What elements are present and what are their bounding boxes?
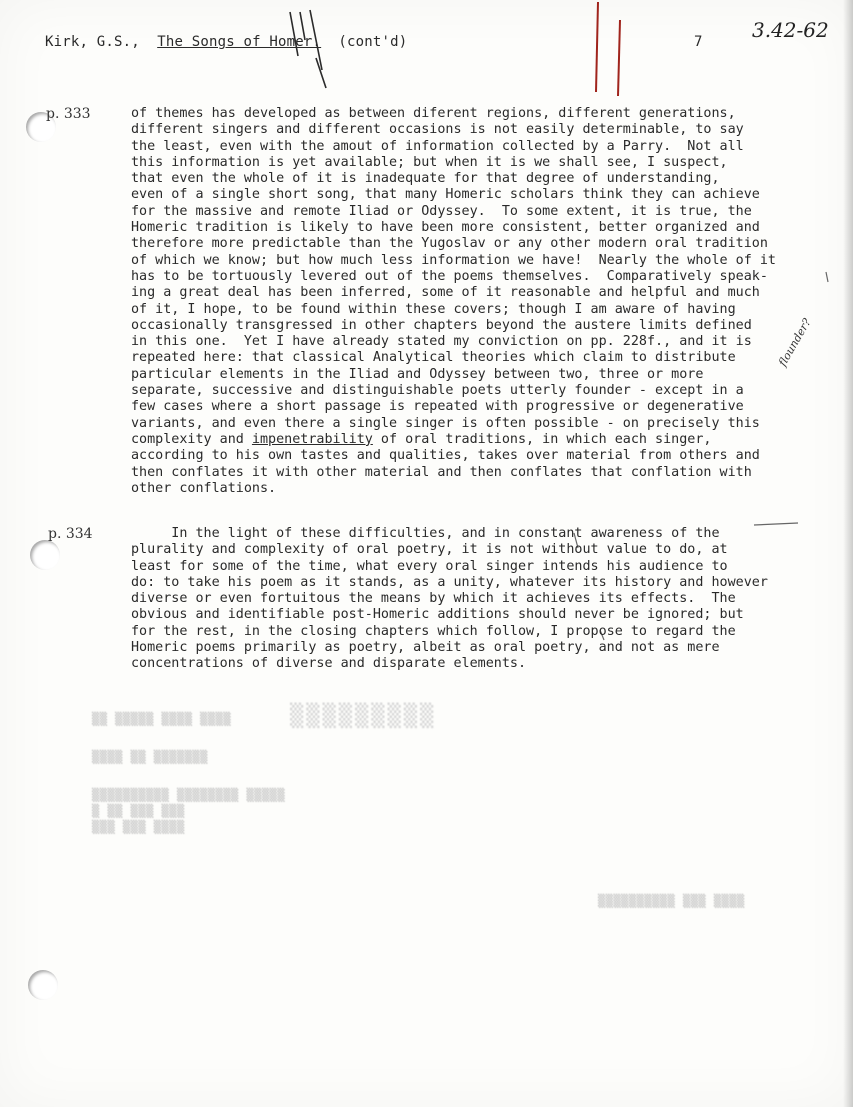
ghost-imprint: ▒▒▒▒ ▒▒ ▒▒▒▒▒▒▒	[92, 750, 208, 764]
text-line: according to his own tastes and qualities, takes over material from others and	[131, 448, 760, 464]
page-number: 7	[694, 34, 703, 50]
text-line: for the massive and remote Iliad or Odyssey. To some extent, it is true, the	[131, 203, 752, 219]
text-line: In the light of these difficulties, and in constant awareness of the	[131, 526, 720, 541]
text-line: of themes has developed as between diferent regions, different generations,	[131, 106, 736, 121]
text-line: other conflations.	[131, 480, 277, 496]
ghost-imprint: ▒▒▒▒▒▒▒▒▒	[290, 704, 437, 729]
ghost-imprint: ▒▒▒▒▒▒▒▒▒▒ ▒▒▒▒▒▒▒▒ ▒▒▒▒▒	[92, 788, 286, 802]
underlined-word: impenetrability	[251, 431, 373, 447]
text-segment: of oral traditions, in which each singer,	[372, 431, 712, 447]
punch-hole-bottom	[28, 970, 58, 1000]
handwritten-reference: 3.42-62	[752, 18, 829, 42]
side-annotation-flounder: flounder?	[776, 316, 814, 369]
text-line: variants, and even there a single singer is often possible - on precisely this	[131, 415, 760, 431]
text-line: occasionally transgressed in other chapters beyond the austere limits defined	[131, 317, 752, 333]
text-line: then conflates it with other material and then conflates that conflation with	[131, 464, 752, 480]
text-line: obvious and identifiable post-Homeric additions should never be ignored; but	[131, 607, 744, 623]
text-line: plurality and complexity of oral poetry, it is not without value to do, at	[131, 542, 728, 558]
paragraph-2	[131, 526, 831, 673]
text-line: this information is yet available; but when it is we shall see, I suspect,	[131, 154, 728, 170]
text-line: few cases where a short passage is repeated with progressive or degenerative	[131, 399, 744, 415]
ghost-imprint: ▒▒▒ ▒▒▒ ▒▒▒▒	[92, 820, 185, 834]
text-line: of it, I hope, to be found within these covers; though I am aware of having	[131, 301, 736, 317]
text-line: has to be tortuously levered out of the poems themselves. Comparatively speak-	[131, 268, 768, 284]
page-edge-shadow	[843, 0, 853, 1107]
paragraph-1	[131, 106, 831, 497]
text-line: different singers and different occasions is not easily determinable, to say	[131, 122, 744, 138]
text-line: least for some of the time, what every oral singer intends his audience to	[131, 558, 728, 574]
text-line: separate, successive and distinguishable poets utterly founder - except in a	[131, 383, 744, 399]
margin-ref-p333: p. 333	[46, 106, 91, 122]
text-segment: complexity and	[131, 431, 252, 447]
text-line: the least, even with the amout of information collected by a Parry. Not all	[131, 138, 744, 154]
text-line: repeated here: that classical Analytical theories which claim to distribute	[131, 350, 736, 366]
text-line: therefore more predictable than the Yugoslav or any other modern oral tradition	[131, 236, 768, 252]
text-line: concentrations of diverse and disparate elements.	[131, 656, 527, 672]
text-line: particular elements in the Iliad and Odyssey between two, three or more	[131, 366, 704, 382]
text-line: do: to take his poem as it stands, as a unity, whatever its history and however	[131, 574, 768, 590]
text-line: that even the whole of it is inadequate for that degree of understanding,	[131, 171, 720, 187]
header-author: Kirk, G.S.,	[45, 34, 140, 50]
text-line: for the rest, in the closing chapters which follow, I propose to regard the	[131, 623, 736, 639]
punch-hole-middle	[30, 540, 60, 570]
ghost-imprint: ▒▒▒▒▒▒▒▒▒▒ ▒▒▒ ▒▒▒▒	[598, 894, 745, 908]
text-line-with-underline	[131, 432, 831, 448]
text-line: of which we know; but how much less information we have! Nearly the whole of it	[131, 252, 776, 268]
page-header	[45, 34, 407, 50]
text-line: in this one. Yet I have already stated my conviction on pp. 228f., and it is	[131, 334, 752, 350]
header-title: The Songs of Homer.	[157, 34, 322, 50]
ghost-imprint: ▒ ▒▒ ▒▒▒ ▒▒▒	[92, 804, 185, 818]
text-line: diverse or even fortuitous the means by which it achieves its effects. The	[131, 591, 736, 607]
text-line: Homeric poems primarily as poetry, albeit as oral poetry, and not as mere	[131, 640, 720, 656]
text-line: ing a great deal has been inferred, some of it reasonable and helpful and much	[131, 285, 760, 301]
text-line: even of a single short song, that many Homeric scholars think they can achieve	[131, 187, 760, 203]
header-suffix: (cont'd)	[338, 34, 408, 50]
margin-ref-p334: p. 334	[48, 526, 93, 542]
text-line: Homeric tradition is likely to have been more consistent, better organized and	[131, 220, 760, 236]
ghost-imprint: ▒▒ ▒▒▒▒▒ ▒▒▒▒ ▒▒▒▒	[92, 712, 232, 726]
